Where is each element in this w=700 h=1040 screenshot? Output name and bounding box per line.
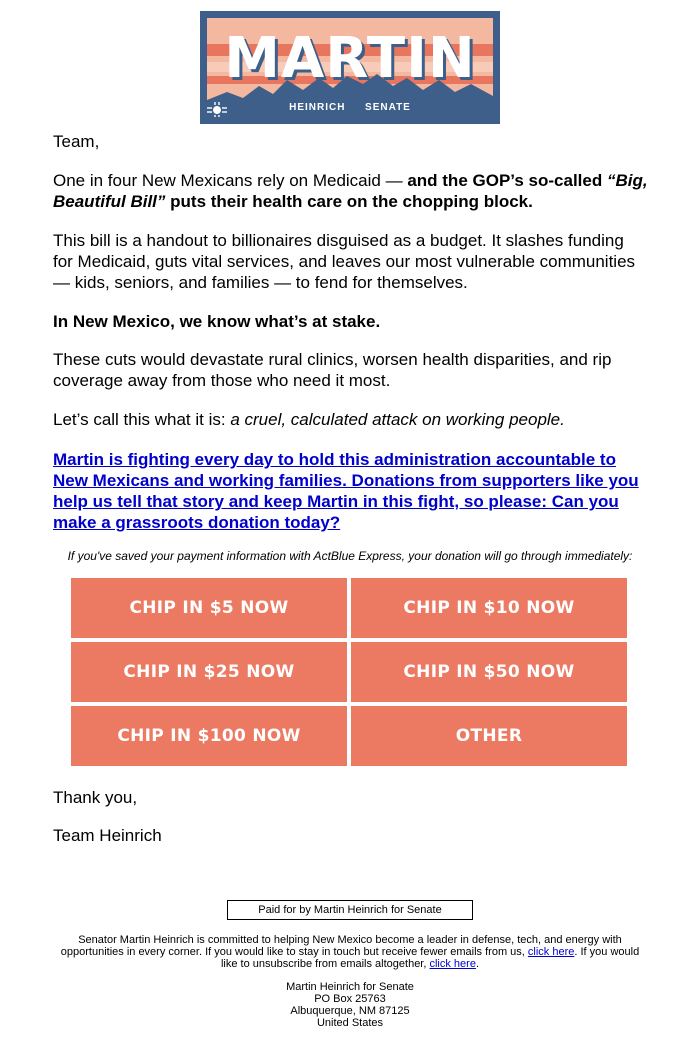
chip-in-25-button[interactable]: CHIP IN $25 NOW: [71, 642, 347, 702]
logo-subtitle: [207, 102, 493, 113]
address-line-2: PO Box 25763: [314, 993, 386, 1005]
chip-in-100-button[interactable]: CHIP IN $100 NOW: [71, 706, 347, 766]
logo-office: SENATE: [365, 102, 411, 113]
greeting: [53, 131, 648, 152]
paragraph-5: [53, 409, 648, 430]
footer-disclaimer: [55, 934, 645, 970]
p5-italic: a cruel, calculated attack on working people.: [230, 410, 565, 429]
p2-text: This bill is a handout to billionaires disguised as a budget. It slashes funding for Medicaid, guts vital services, and leaves our most vulnerable communities — kids, seniors, and families — to fend for themselves.: [53, 231, 636, 292]
logo-first-name: HEINRICH: [289, 102, 346, 113]
paid-for-box: Paid for by Martin Heinrich for Senate: [227, 900, 473, 920]
chip-in-5-button[interactable]: CHIP IN $5 NOW: [71, 578, 347, 638]
chip-in-10-button[interactable]: CHIP IN $10 NOW: [351, 578, 627, 638]
p1-normal: One in four New Mexicans rely on Medicaid —: [53, 171, 403, 190]
other-amount-button[interactable]: OTHER: [351, 706, 627, 766]
address-line-1: Martin Heinrich for Senate: [286, 981, 414, 993]
p5-normal: Let’s call this what it is:: [53, 410, 226, 429]
p3-text: In New Mexico, we know what’s at stake.: [53, 312, 381, 331]
address-line-3: Albuquerque, NM 87125: [290, 1005, 410, 1017]
signature: [53, 825, 648, 846]
disclaimer-b: . If you would like to unsubscribe from emails altogether,: [220, 946, 640, 970]
p4-text: These cuts would devastate rural clinics, worsen health disparities, and rip coverage away from those who need it most.: [53, 350, 612, 390]
sign-off: [53, 787, 648, 808]
mailing-address: [0, 981, 700, 1029]
actblue-note: If you've saved your payment information with ActBlue Express, your donation will go through immediately:: [67, 549, 633, 563]
address-line-4: United States: [316, 1017, 384, 1029]
disclaimer-c: .: [475, 958, 480, 970]
logo-art: [207, 18, 493, 117]
disclaimer-a: Senator Martin Heinrich is committed to helping New Mexico become a leader in defense, tech, and energy with opportunities in every corner. If you would like to stay in touch but receive fewer emails from us,: [60, 934, 622, 958]
paragraph-3: [53, 311, 648, 332]
campaign-logo: [200, 11, 500, 124]
p1-bold-b: puts their health care on the chopping block.: [170, 192, 533, 211]
signature-text: Team Heinrich: [53, 826, 162, 845]
fewer-emails-link[interactable]: click here: [527, 946, 575, 958]
paragraph-1: [53, 170, 648, 212]
logo-wordmark: MARTIN: [224, 26, 476, 91]
donate-appeal-link[interactable]: Martin is fighting every day to hold this administration accountable to New Mexicans and working families. Donations from supporters like you help us tell that story and keep Martin in this fight, so please: Can you make a grassroots donation today?: [53, 450, 639, 532]
p1-bold-a: and the GOP’s so-called: [407, 171, 603, 190]
sign-off-text: Thank you,: [53, 788, 138, 807]
p1-bold-italic: “Big, Beautiful Bill”: [53, 171, 648, 211]
donate-appeal: [53, 449, 648, 533]
unsubscribe-link[interactable]: click here: [429, 958, 476, 970]
chip-in-50-button[interactable]: CHIP IN $50 NOW: [351, 642, 627, 702]
greeting-text: Team,: [53, 132, 100, 151]
paragraph-4: [53, 349, 648, 391]
paragraph-2: [53, 230, 648, 293]
